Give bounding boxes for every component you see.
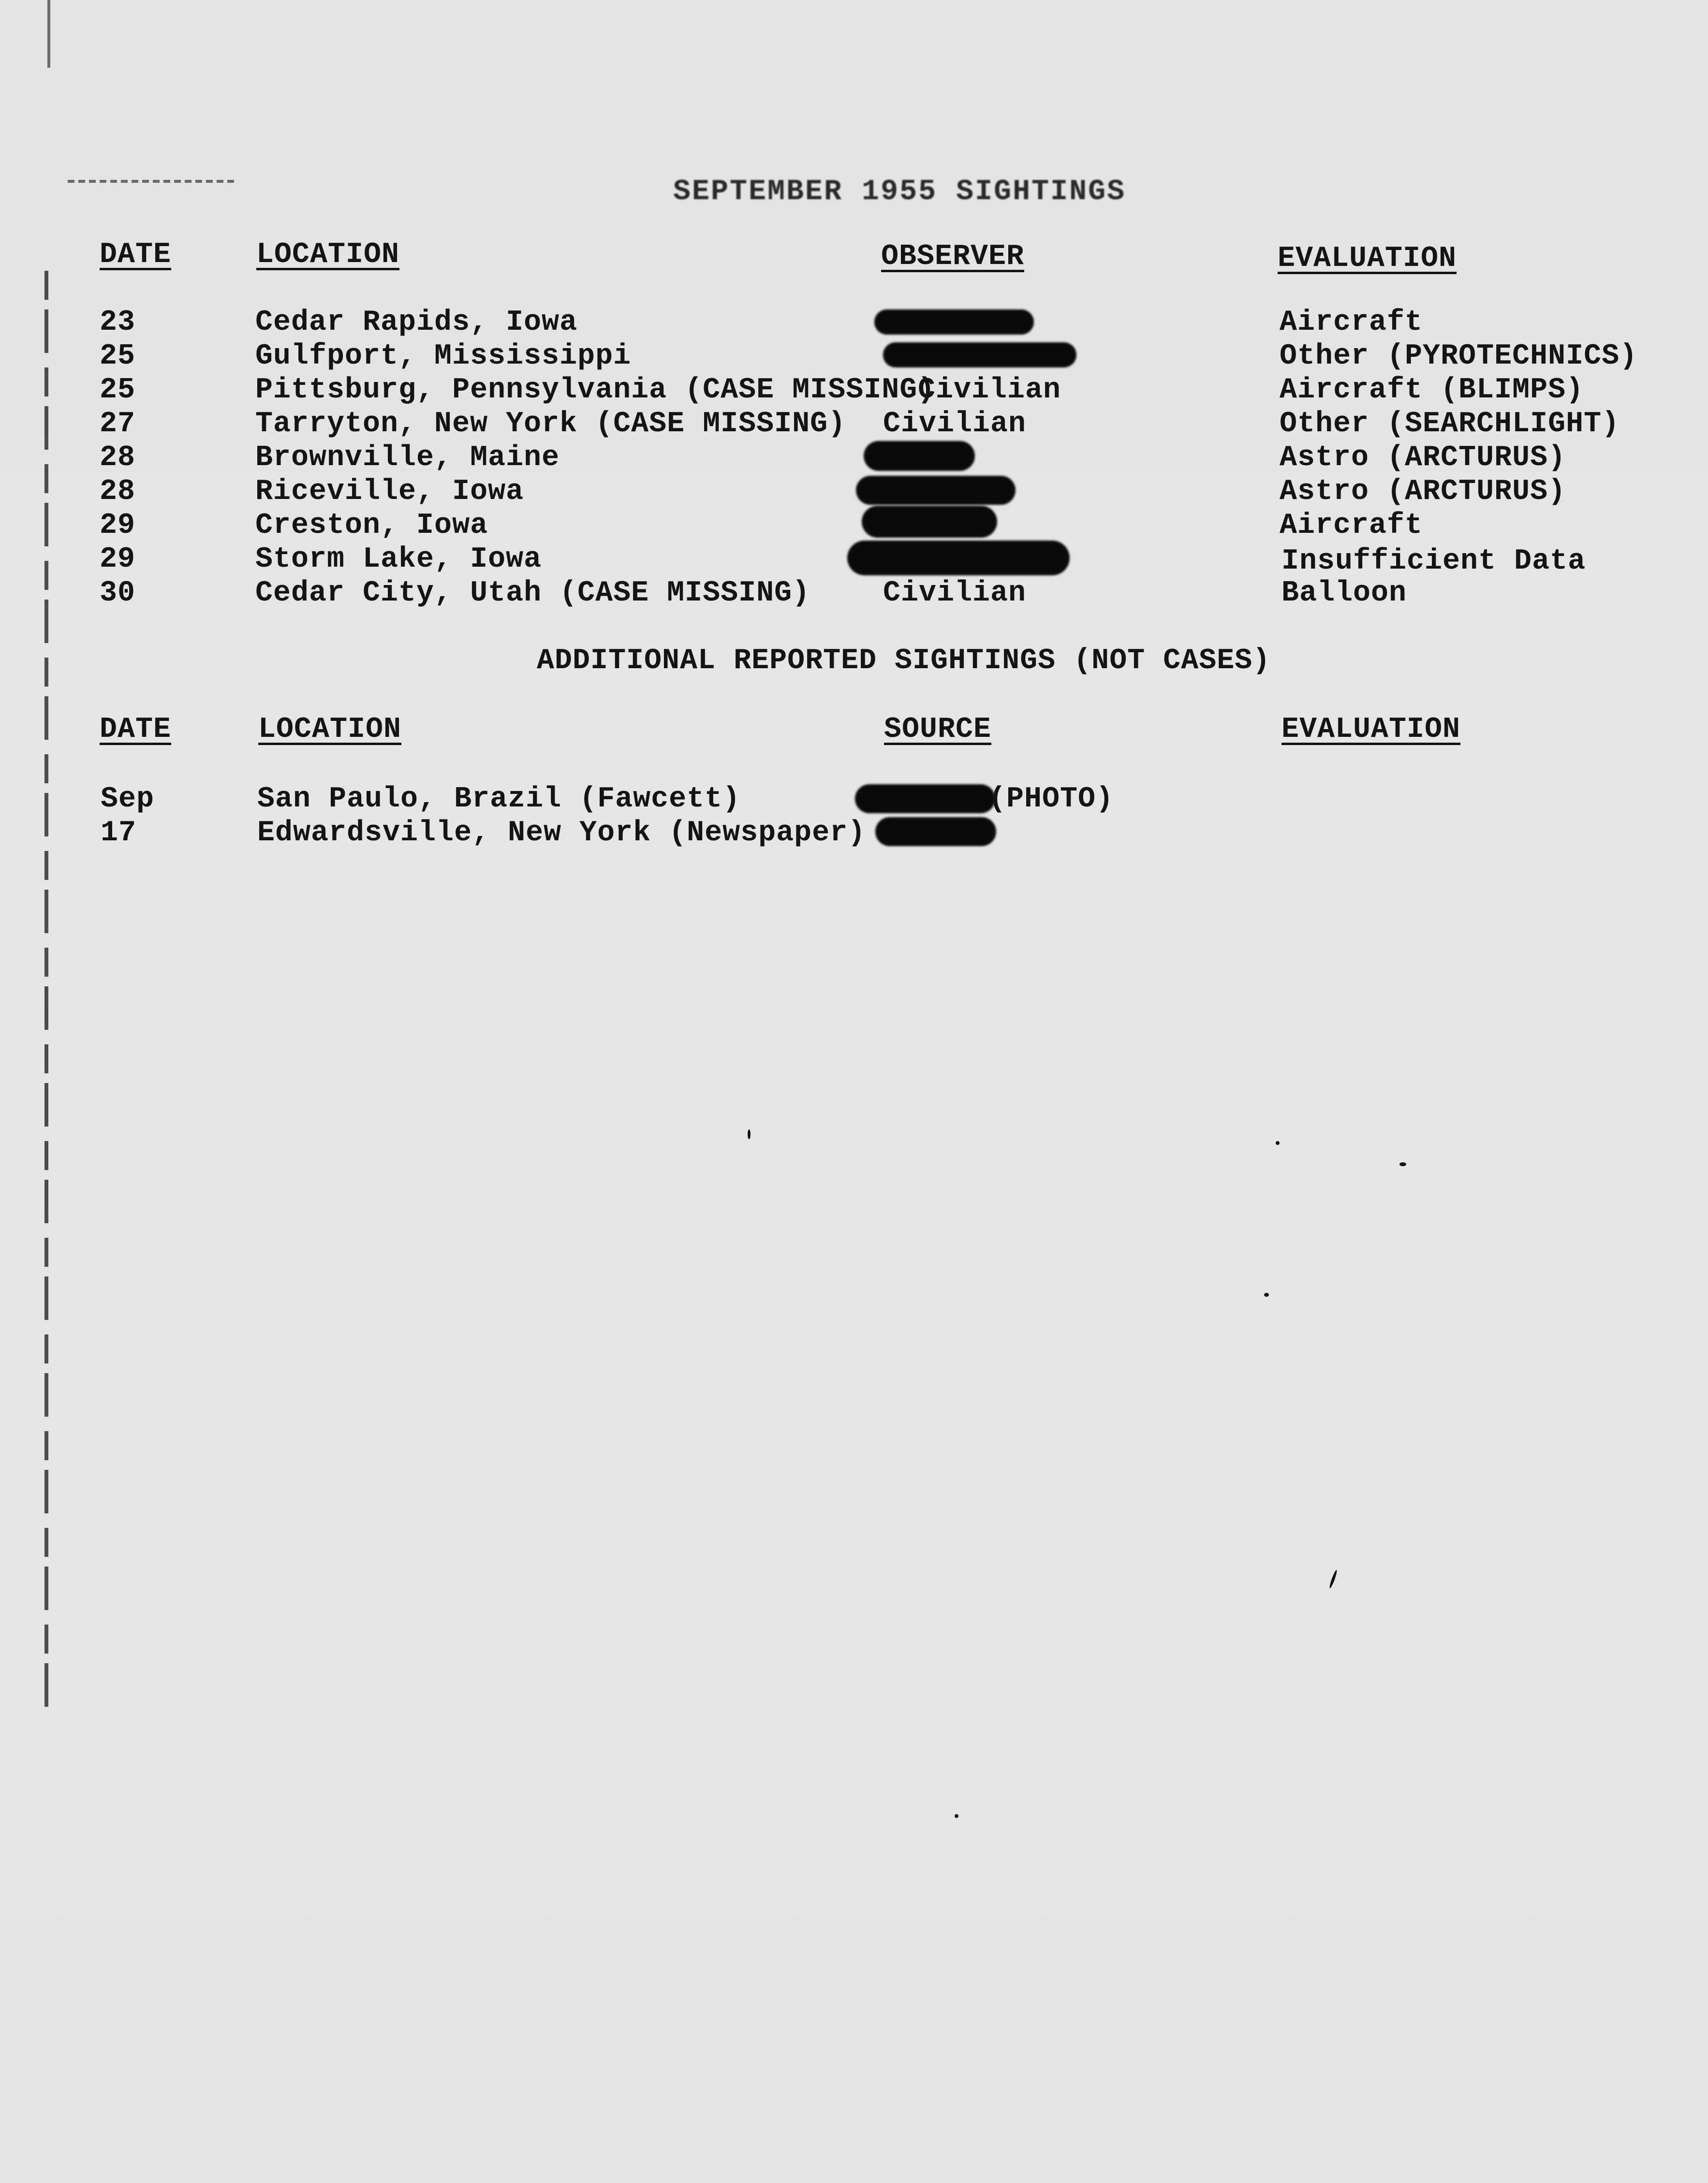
row-location: Edwardsville, New York (Newspaper): [257, 817, 866, 850]
row-source: (PHOTO): [988, 783, 1114, 816]
row-date: 28: [100, 475, 136, 508]
redaction-mark: [874, 309, 1034, 335]
row-observer: Civilian: [918, 374, 1061, 407]
row-location: Riceville, Iowa: [255, 475, 524, 508]
header-location: LOCATION: [258, 713, 402, 746]
header-observer: OBSERVER: [881, 240, 1025, 273]
scan-speck: [1399, 1162, 1406, 1166]
redaction-mark: [862, 506, 997, 538]
row-location: Storm Lake, Iowa: [255, 543, 542, 576]
row-location: Pittsburg, Pennsylvania (CASE MISSING): [255, 374, 936, 407]
binding-edge-marks: [44, 271, 48, 1712]
row-evaluation: Insufficient Data: [1281, 545, 1586, 578]
redaction-mark: [864, 441, 975, 471]
scan-speck: [1328, 1569, 1338, 1589]
row-location: Creston, Iowa: [255, 509, 488, 542]
page-title: SEPTEMBER 1955 SIGHTINGS: [673, 176, 1126, 208]
redaction-mark: [875, 817, 996, 846]
redaction-mark: [883, 342, 1076, 367]
row-location: San Paulo, Brazil (Fawcett): [257, 783, 741, 816]
row-date: 25: [100, 374, 136, 407]
row-evaluation: Astro (ARCTURUS): [1280, 441, 1566, 474]
row-location: Brownville, Maine: [255, 441, 560, 474]
row-evaluation: Aircraft (BLIMPS): [1280, 374, 1584, 407]
row-date: Sep: [101, 783, 155, 816]
redaction-mark: [855, 784, 995, 813]
header-evaluation: EVALUATION: [1278, 242, 1457, 275]
row-evaluation: Astro (ARCTURUS): [1280, 475, 1566, 508]
row-date: 30: [100, 577, 136, 610]
row-evaluation: Balloon: [1281, 577, 1407, 610]
header-location: LOCATION: [256, 238, 400, 271]
row-location: Tarryton, New York (CASE MISSING): [255, 408, 846, 440]
dashed-rule: [68, 180, 237, 183]
scan-speck: [1276, 1141, 1280, 1145]
row-date: 29: [100, 543, 136, 576]
row-evaluation: Aircraft: [1280, 306, 1423, 339]
row-location: Cedar Rapids, Iowa: [255, 306, 578, 339]
row-location: Gulfport, Mississippi: [255, 340, 632, 373]
row-evaluation: Other (SEARCHLIGHT): [1280, 408, 1620, 440]
header-evaluation: EVALUATION: [1281, 713, 1461, 746]
row-date: 23: [100, 306, 136, 339]
punch-edge-mark: [47, 0, 50, 68]
scan-speck: [748, 1129, 751, 1139]
scan-speck: [955, 1814, 958, 1818]
row-evaluation: Other (PYROTECHNICS): [1280, 340, 1638, 373]
row-location: Cedar City, Utah (CASE MISSING): [255, 577, 810, 610]
section-title: ADDITIONAL REPORTED SIGHTINGS (NOT CASES): [537, 645, 1271, 677]
row-date: 27: [100, 408, 136, 440]
row-date: 29: [100, 509, 136, 542]
row-evaluation: Aircraft: [1280, 509, 1423, 542]
row-date: 28: [100, 441, 136, 474]
row-date: 17: [101, 817, 137, 850]
header-date: DATE: [100, 238, 172, 271]
row-observer: Civilian: [883, 408, 1027, 440]
scan-speck: [1264, 1293, 1269, 1297]
redaction-mark: [847, 541, 1070, 575]
row-date: 25: [100, 340, 136, 373]
redaction-mark: [856, 476, 1016, 505]
header-date: DATE: [100, 713, 172, 746]
header-source: SOURCE: [884, 713, 992, 746]
row-observer: Civilian: [883, 577, 1027, 610]
